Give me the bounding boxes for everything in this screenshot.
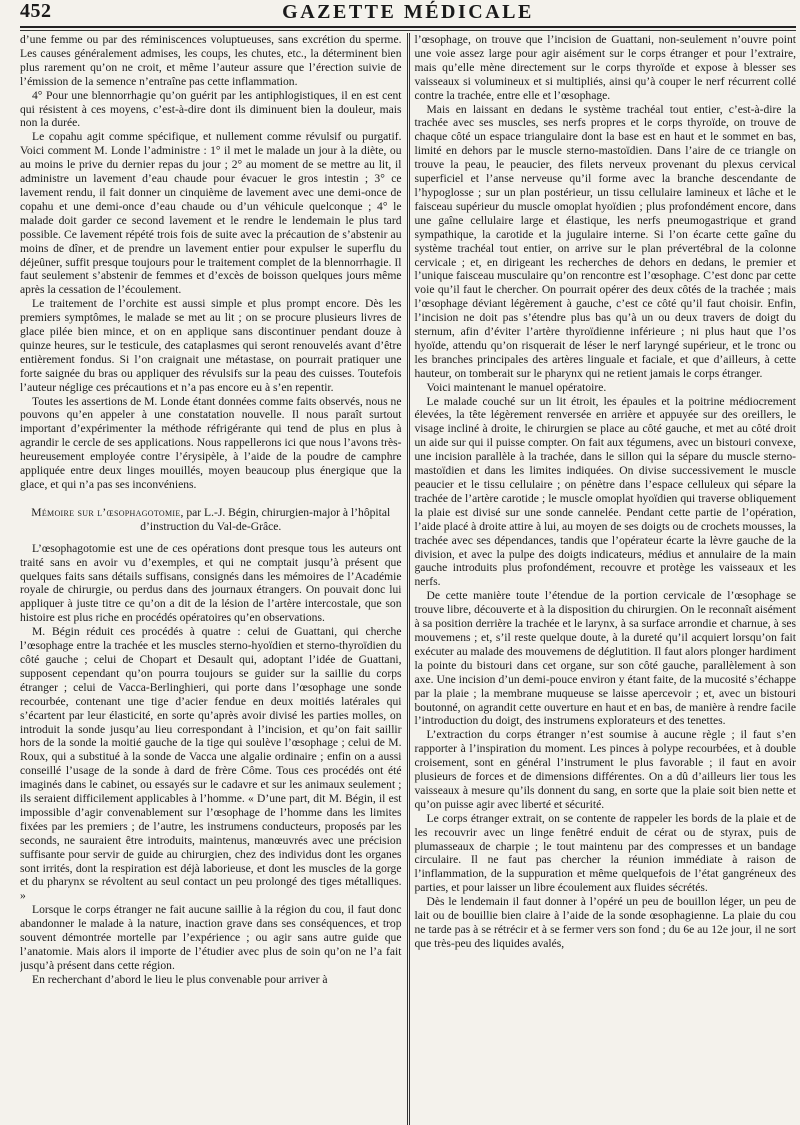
journal-title: GAZETTE MÉDICALE (282, 1, 534, 23)
column-divider (407, 33, 410, 1125)
page-number: 452 (20, 0, 52, 22)
header-rule (20, 30, 796, 31)
paragraph: Le traitement de l’orchite est aussi simple et plus prompt encore. Dès les premiers symptômes, le malade se met au lit ; on se procure plusieurs livres de glace pilée bien mince, et on en applique sans discontinuer pendant douze à quinze heures, sur le testicule, des cataplasmes qui seront renouvelés avant d’être entièrement fondus. Si l’on craignait une métastase, on pourrait pratiquer une forte saignée du bras ou appliquer des révulsifs sur la peau des cuisses. Toutefois l’auteur néglige ces précautions et n’a pas encore eu à s’en repentir. (20, 297, 402, 394)
page-header (20, 0, 796, 28)
paragraph: M. Bégin réduit ces procédés à quatre : celui de Guattani, qui cherche l’œsophage entre la trachée et les muscles sterno-hyoïdien et sterno-thyroïdien du côté gauche ; celui de Chopart et Desault qui, adoptant l’idée de Guattani, supposent cependant qu’on pourra toujours se guider sur la saillie du corps étranger ; celui de Vacca-Berlinghieri, qui porte dans l’œsophage une sonde recourbée, contenant une tige d’acier fendue en deux moitiés latérales qui s’écartent par leur élasticité, en sorte qu’après avoir divisé les parties molles, on introduit la sonde jusqu’au lieu correspondant à l’incision, et qu’on fait saillir hors de la sonde la moitié gauche de la tige qui soulève l’œsophage ; celui de M. Roux, qui a substitué à la sonde de Vacca une algalie ordinaire ; enfin on a aussi conseillé l’usage de la sonde à dard de frère Côme. Tous ces procédés ont été imaginés dans le cabinet, ou essayés sur le cadavre et sur les animaux seulement ; ils seraient difficilement applicables à l’homme. « D’une part, dit M. Bégin, il est impossible d’agir convenablement sur l’œsophage de l’homme dans les limites fixées par les premiers ; de l’autre, les instrumens conducteurs, proposés par les seconds, ne sauraient être introduits, maintenus, manœuvrés avec une précision suffisante pour servir de guide au chirurgien, chez des individus dont les organes sont irrités, dont la respiration est déjà laborieuse, et dont les muscles de la gorge et du pharynx se révoltent au seul contact un peu prolongé des tiges métalliques. » (20, 625, 402, 903)
paragraph: Voici maintenant le manuel opératoire. (426, 380, 607, 394)
paragraph: l’œsophage, on trouve que l’incision de Guattani, non-seulement n’ouvre point une voie assez large pour agir aisément sur le corps étranger et pour l’extraire, mais qu’elle mène directement sur le corps thyroïde et expose à blesser ses vaisseaux si volumineux et si multipliés, ainsi qu’à couper le nerf récurrent collé contre la trachée, entre elle et l’œsophage. (414, 33, 796, 102)
paragraph: L’œsophagotomie est une de ces opérations dont presque tous les auteurs ont traité sans en avoir vu d’exemples, et qui ne comptait jusqu’à présent que quelques faits sans détails suffisans, consignés dans les mémoires de l’Académie royale de chirurgie, ou perdus dans des journaux étrangers. On pouvait donc lui appliquer à juste titre ce qu’on a dit de la lésion de l’artère intercostale, que son histoire est plus riche en procédés opératoires qu’en observations. (20, 541, 402, 625)
paragraph: Dès le lendemain il faut donner à l’opéré un peu de bouillon léger, un peu de lait ou de bouillie bien claire à l’aide de la sonde œsophagienne. La plaie du cou ne tarde pas à se rétrécir et à se fermer vers son fond ; du 6e au 12e jour, il ne sort que très-peu des liquides avalés, (414, 895, 796, 950)
two-column-body (20, 33, 796, 1125)
paragraph: En recherchant d’abord le lieu le plus convenable pour arriver à (32, 972, 328, 986)
article-byline: , par L.-J. Bégin, chirurgien-major à l’hôpital d’instruction du Val-de-Grâce. (140, 505, 391, 533)
paragraph: Toutes les assertions de M. Londe étant données comme faits observés, nous ne pouvons qu’en appeler à une constatation nouvelle. Il nous paraît surtout important d’expérimenter la méthode réfrigérante qui tend de plus en plus à agrandir le cercle de ses applications. Nous rappellerons ici que nous l’avons très-heureusement employée contre l’érysipèle, à l’aide de la poudre de camphre appliquée entre deux linges mouillés, moyen beaucoup plus énergique que la glace, et qui n’a pas ses inconvéniens. (20, 394, 402, 491)
paragraph: Lorsque le corps étranger ne fait aucune saillie à la région du cou, il faut donc abandonner le malade à la nature, inaction grave dans ses conséquences, et trop souvent démontrée mortelle par l’expérience ; ou agir sans autre guide que l’anatomie. Mais alors il importe de l’étudier avec plus de soin qu’on ne l’a fait jusqu’à présent dans cette région. (20, 903, 402, 972)
paragraph: 4° Pour une blennorrhagie qu’on guérit par les antiphlogistiques, il en est cent qui résistent à ces moyens, c’est-à-dire dont ils diminuent bien la douleur, mais non la durée. (20, 88, 402, 130)
article-title: Mémoire sur l’œsophagotomie (31, 505, 181, 519)
paragraph: Le malade couché sur un lit étroit, les épaules et la poitrine médiocrement élevées, la tête légèrement renversée en arrière et appuyée sur des oreillers, le visage incliné à droite, le chirurgien se place au côté gauche, et met au côté droit un aide sur qui il puisse compter. On fait aux tégumens, avec un bistouri convexe, une incision parallèle à la trachée, dans le sillon qui la sépare du muscle sterno-mastoïdien et dans les limites indiquées. On divise successivement le muscle peaucier et le tissu cellulaire ; on pénètre dans l’espace celluleux qui sépare la trachée de l’artère carotide ; le muscle omoplat hyoïdien qui traverse obliquement la plaie est divisé sur une sonde cannelée. Pendant cette partie de l’opération, l’aide placé à droite attire à lui, au moyen de ses doigts ou de crochets mousses, la trachée avec ses dépendances, tandis que l’opérateur écarte la lèvre gauche de la division, et avec la pulpe des doigts indicateurs, médius et annulaire de la main gauche introduits plus profondément, recouvre et protège les vaisseaux et les nerfs. (414, 394, 796, 589)
right-column (411, 33, 797, 1125)
paragraph: Le copahu agit comme spécifique, et nullement comme révulsif ou purgatif. Voici comment M. Londe l’administre : 1° il met le malade un jour à la diète, ou au moins le prive du dernier repas du jour ; 2° au moment de se mettre au lit, il administre un lavement d’eau chaude pour évacuer le gros intestin ; 3° ce lavement rendu, il fait donner un cinquième de lavement avec une demi-once de copahu et une demi-once d’eau chaude ou d’un véhicule quelconque ; 4° le malade doit garder ce second lavement et le rendre le lendemain le plus tard possible. Ce lavement répété trois fois de suite avec la précaution de s’abstenir au moins de dîner, et de prendre un lavement entier pour expulser le superflu du déjeûner, suffit presque toujours pour le traitement complet de la blennorrhagie. Il faut seulement s’abstenir de femmes et d’excès de boisson quelques jours même après la cessation de l’écoulement. (20, 130, 402, 297)
paragraph: L’extraction du corps étranger n’est soumise à aucune règle ; il faut s’en rapporter à l’inspiration du moment. Les pinces à polype recourbées, et à double croisement, sont en général l’instrument le plus favorable ; il faut en avoir plusieurs de forces et de dimensions différentes. On a dû d’ailleurs lier tous les vaisseaux à mesure qu’ils donnent du sang, en sorte que la plaie soit bien nette et qu’on puisse agir avec liberté et sécurité. (414, 728, 796, 811)
paragraph: Le corps étranger extrait, on se contente de rappeler les bords de la plaie et de les recouvrir avec un linge fenêtré enduit de cérat ou de styrax, puis de plumasseaux de charpie ; le tout maintenu par des compresses et un bandage circulaire. Il ne faut pas chercher la réunion immédiate à raison de l’inflammation, de la suppuration et même quelquefois de l’état gangréneux des parties, et pour laisser un libre écoulement aux fluides sécrétés. (414, 811, 796, 895)
paragraph: d’une femme ou par des réminiscences voluptueuses, sans excrétion du sperme. Les causes généralement admises, les coups, les chutes, etc., la déterminent bien plus rarement qu’on ne croit, et même l’auteur assure que l’érection suivie de l’émission de la semence n’entraîne pas cette inflammation. (20, 33, 402, 88)
paragraph: De cette manière toute l’étendue de la portion cervicale de l’œsophage se trouve libre, découverte et à la disposition du chirurgien. On le reconnaît aisément à sa position derrière la trachée et le larynx, à sa surface arrondie et charnue, à ses mouvemens ; et, s’il reste quelque doute, à la dureté qu’il acquiert lorsqu’on fait exécuter au malade des mouvemens de déglutition. Il faut alors plonger hardiment la pointe du bistouri dans cet organe, sur son côté gauche, parallèlement à son axe. Une incision d’un demi-pouce environ y étant faite, de la mucosité s’échappe par la plaie ; la membrane muqueuse se laisse apercevoir ; et, avec un bistouri boutonné, on agrandit cette ouverture en haut et en bas, de manière à rendre facile l’introduction du doigt, des instrumens explorateurs et des tenettes. (414, 589, 796, 728)
left-column (20, 33, 406, 1125)
article-heading (20, 506, 402, 534)
paragraph: Mais en laissant en dedans le système trachéal tout entier, c’est-à-dire la trachée avec ses muscles, ses nerfs propres et le corps thyroïde, on trouve de chaque côté un espace triangulaire dont la base est en haut et le sommet en bas, limité en dehors par le muscle sterno-mastoïdien. Dans l’aire de ce triangle on trouve la peau, le peaucier, des filets nerveux provenant du plexus cervical superficiel et l’anse nerveuse qu’il forme avec la branche descendante de l’hypoglosse ; sur un plan postérieur, un tissu cellulaire lamineux et lâche et le faisceau supérieur du muscle omoplat hyoïdien ; plus profondément encore, dans une gaîne cellulaire large et élastique, les nerfs pneumogastrique et grand sympathique, la carotide et la jugulaire interne. Si l’on écarte cette gaîne du système trachéal tout entier, on arrive sur le plan prévertébral de la colonne cervicale ; et, en dirigeant les recherches de dehors en dedans, le premier et l’unique faisceau musculaire qu’on rencontre est l’œsophage. C’est donc par cette voie qu’il faut le chercher. On pourrait opérer des deux côtés de la trachée ; mais l’œsophage déviant légèrement à gauche, c’est ce côté qu’il faut choisir. Enfin, l’incision ne doit pas s’étendre plus bas qu’à un ou deux travers de doigt du sternum, afin d’éviter l’artère thyroïdienne inférieure ; ni plus haut que l’os hyoïde, attendu qu’on risquerait de léser le nerf laryngé supérieur, et le tronc ou les branches principales des artères linguale et faciale, et que d’ailleurs, à cette hauteur, on tomberait sur le pharynx qui ne retient jamais le corps étranger. (414, 102, 796, 380)
